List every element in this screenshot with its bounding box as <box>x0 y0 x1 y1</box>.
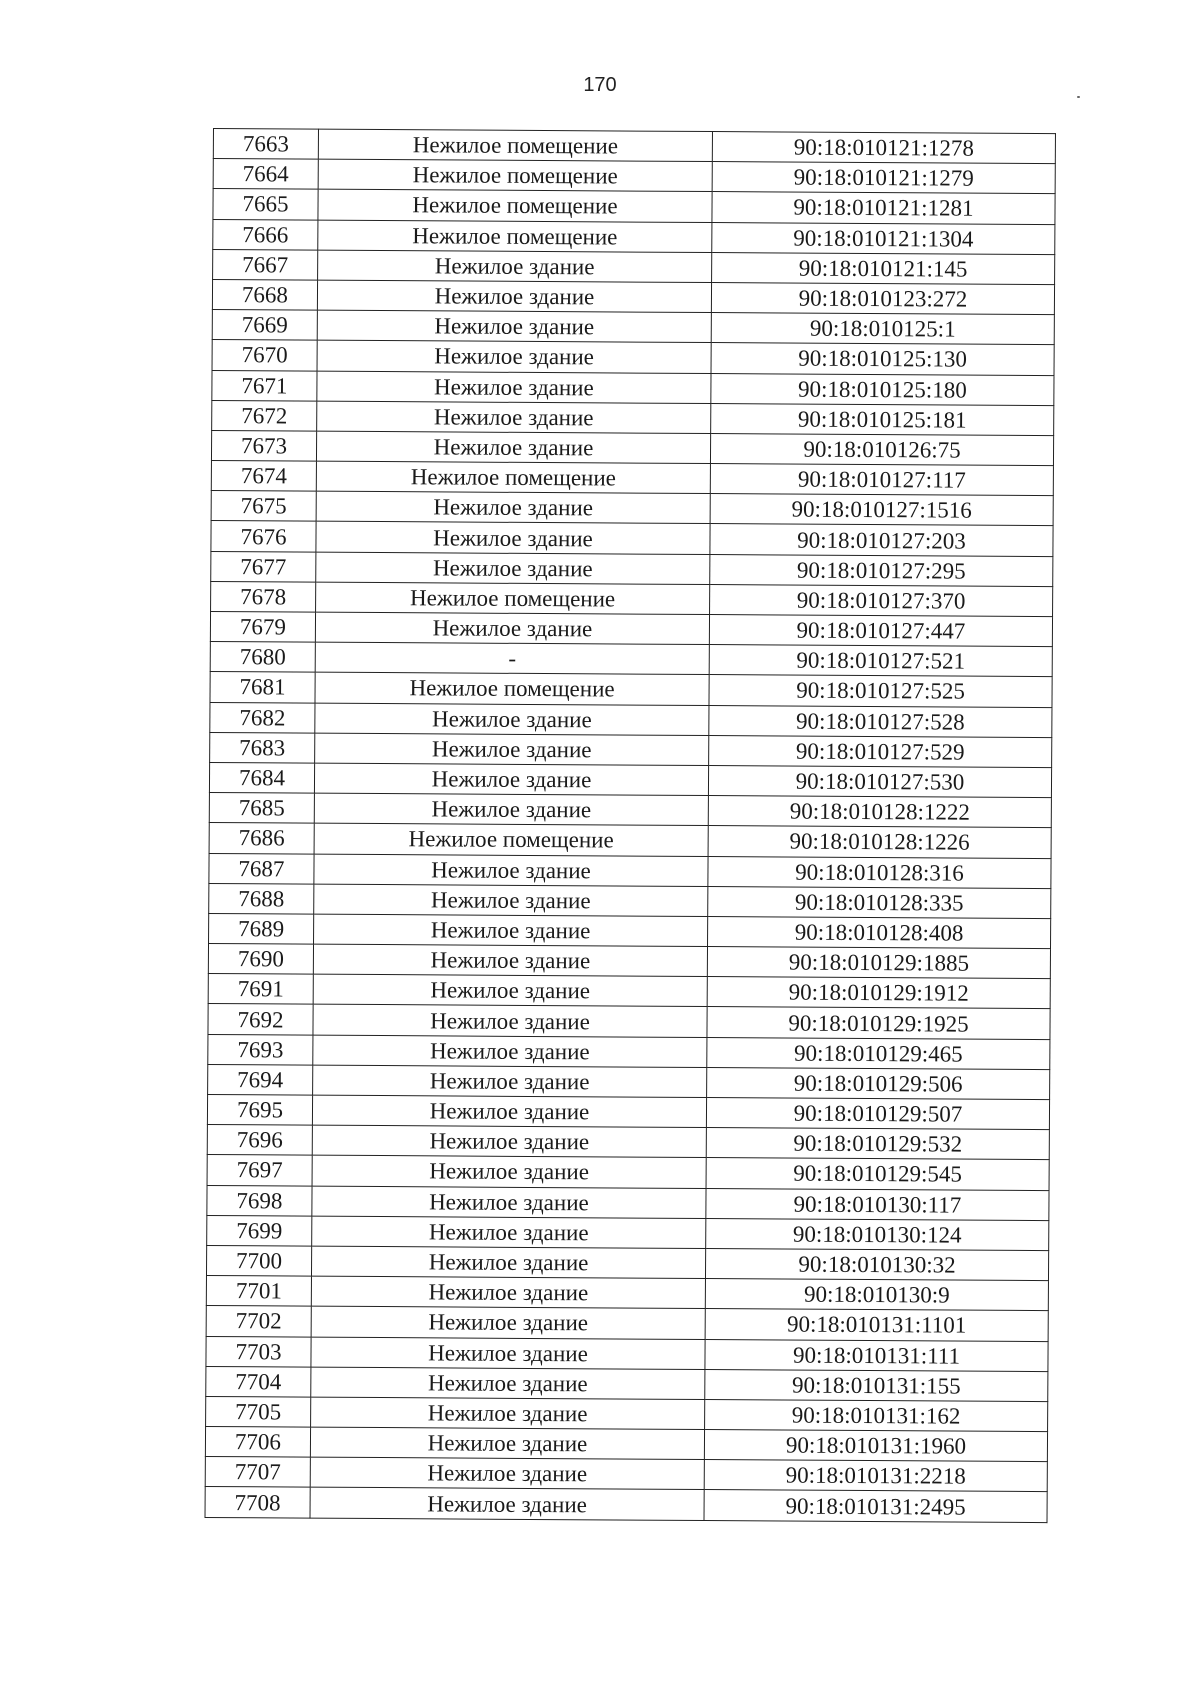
object-type-cell: Нежилое помещение <box>316 582 710 615</box>
cadastral-number-cell: 90:18:010131:1960 <box>704 1430 1047 1462</box>
row-number-cell: 7681 <box>210 672 315 703</box>
row-number-cell: 7674 <box>211 461 316 492</box>
object-type-cell: Нежилое помещение <box>318 129 712 162</box>
cadastral-number-cell: 90:18:010127:447 <box>709 615 1052 647</box>
row-number-cell: 7700 <box>206 1245 311 1276</box>
object-type-cell: Нежилое здание <box>315 612 709 645</box>
cadastral-number-cell: 90:18:010131:1101 <box>705 1309 1048 1341</box>
cadastral-number-cell: 90:18:010128:1222 <box>708 796 1051 828</box>
cadastral-number-cell: 90:18:010125:181 <box>711 403 1054 435</box>
row-number-cell: 7689 <box>209 913 314 944</box>
cadastral-number-cell: 90:18:010127:528 <box>709 705 1052 737</box>
scan-speck <box>1077 96 1080 98</box>
object-type-cell: Нежилое помещение <box>316 461 710 494</box>
cadastral-number-cell: 90:18:010127:530 <box>708 765 1051 797</box>
row-number-cell: 7669 <box>212 310 317 341</box>
object-type-cell: Нежилое здание <box>310 1488 704 1521</box>
row-number-cell: 7683 <box>210 732 315 763</box>
cadastral-number-cell: 90:18:010129:465 <box>707 1037 1050 1069</box>
object-type-cell: Нежилое здание <box>315 703 709 736</box>
cadastral-number-cell: 90:18:010127:117 <box>710 464 1053 496</box>
cadastral-number-cell: 90:18:010129:1925 <box>707 1007 1050 1039</box>
object-type-cell: Нежилое здание <box>314 793 708 826</box>
table-row <box>205 1487 1047 1522</box>
property-table <box>205 128 1056 1523</box>
cadastral-number-cell: 90:18:010121:145 <box>712 252 1055 284</box>
object-type-cell: Нежилое помещение <box>314 823 708 856</box>
object-type-cell: Нежилое здание <box>310 1427 704 1460</box>
object-type-cell: Нежилое здание <box>312 1216 706 1249</box>
object-type-cell: Нежилое здание <box>314 884 708 917</box>
cadastral-number-cell: 90:18:010125:180 <box>711 373 1054 405</box>
row-number-cell: 7698 <box>207 1185 312 1216</box>
row-number-cell: 7679 <box>210 611 315 642</box>
row-number-cell: 7707 <box>205 1457 310 1488</box>
object-type-cell: Нежилое здание <box>317 340 711 373</box>
object-type-cell: Нежилое здание <box>316 431 710 464</box>
row-number-cell: 7665 <box>213 189 318 220</box>
row-number-cell: 7675 <box>211 491 316 522</box>
object-type-cell: Нежилое здание <box>311 1337 705 1370</box>
object-type-cell: Нежилое помещение <box>318 159 712 192</box>
cadastral-number-cell: 90:18:010125:1 <box>711 313 1054 345</box>
row-number-cell: 7673 <box>211 430 316 461</box>
cadastral-number-cell: 90:18:010121:1279 <box>712 162 1055 194</box>
object-type-cell: Нежилое здание <box>314 854 708 887</box>
row-number-cell: 7691 <box>208 974 313 1005</box>
page-number: 170 <box>583 74 617 96</box>
cadastral-number-cell: 90:18:010129:506 <box>707 1067 1050 1099</box>
object-type-cell: Нежилое здание <box>315 733 709 766</box>
object-type-cell: Нежилое здание <box>312 1125 706 1158</box>
object-type-cell: Нежилое здание <box>316 552 710 585</box>
row-number-cell: 7688 <box>209 883 314 914</box>
cadastral-number-cell: 90:18:010127:1516 <box>710 494 1053 526</box>
row-number-cell: 7708 <box>205 1487 310 1518</box>
object-type-cell: Нежилое помещение <box>318 220 712 253</box>
row-number-cell: 7702 <box>206 1306 311 1337</box>
row-number-cell: 7705 <box>206 1396 311 1427</box>
row-number-cell: 7697 <box>207 1155 312 1186</box>
cadastral-number-cell: 90:18:010126:75 <box>710 433 1053 465</box>
row-number-cell: 7701 <box>206 1276 311 1307</box>
row-number-cell: 7695 <box>207 1094 312 1125</box>
row-number-cell: 7684 <box>209 762 314 793</box>
row-number-cell: 7676 <box>211 521 316 552</box>
object-type-cell: Нежилое здание <box>317 371 711 404</box>
cadastral-number-cell: 90:18:010131:162 <box>705 1399 1048 1431</box>
row-number-cell: 7664 <box>213 159 318 190</box>
object-type-cell: Нежилое здание <box>318 250 712 283</box>
object-type-cell: - <box>315 642 709 675</box>
row-number-cell: 7668 <box>212 279 317 310</box>
object-type-cell: Нежилое здание <box>313 974 707 1007</box>
row-number-cell: 7677 <box>211 551 316 582</box>
object-type-cell: Нежилое здание <box>312 1156 706 1189</box>
row-number-cell: 7663 <box>213 129 318 160</box>
object-type-cell: Нежилое здание <box>314 763 708 796</box>
cadastral-number-cell: 90:18:010131:155 <box>705 1369 1048 1401</box>
row-number-cell: 7704 <box>206 1366 311 1397</box>
object-type-cell: Нежилое здание <box>312 1186 706 1219</box>
cadastral-number-cell: 90:18:010125:130 <box>711 343 1054 375</box>
cadastral-number-cell: 90:18:010129:532 <box>706 1128 1049 1160</box>
cadastral-number-cell: 90:18:010128:408 <box>708 916 1051 948</box>
object-type-cell: Нежилое здание <box>311 1306 705 1339</box>
row-number-cell: 7671 <box>212 370 317 401</box>
cadastral-number-cell: 90:18:010121:1304 <box>712 222 1055 254</box>
cadastral-number-cell: 90:18:010121:1278 <box>712 132 1055 164</box>
object-type-cell: Нежилое помещение <box>315 673 709 706</box>
cadastral-number-cell: 90:18:010129:1912 <box>707 977 1050 1009</box>
cadastral-number-cell: 90:18:010130:124 <box>706 1218 1049 1250</box>
object-type-cell: Нежилое здание <box>313 1035 707 1068</box>
object-type-cell: Нежилое здание <box>317 310 711 343</box>
object-type-cell: Нежилое здание <box>311 1397 705 1430</box>
row-number-cell: 7692 <box>208 1004 313 1035</box>
row-number-cell: 7666 <box>213 219 318 250</box>
object-type-cell: Нежилое здание <box>316 491 710 524</box>
row-number-cell: 7667 <box>213 249 318 280</box>
row-number-cell: 7682 <box>210 702 315 733</box>
row-number-cell: 7696 <box>207 1125 312 1156</box>
cadastral-number-cell: 90:18:010131:2218 <box>704 1460 1047 1492</box>
object-type-cell: Нежилое здание <box>317 280 711 313</box>
row-number-cell: 7678 <box>211 581 316 612</box>
row-number-cell: 7686 <box>209 823 314 854</box>
object-type-cell: Нежилое здание <box>310 1457 704 1490</box>
row-number-cell: 7690 <box>208 944 313 975</box>
row-number-cell: 7699 <box>207 1215 312 1246</box>
object-type-cell: Нежилое помещение <box>318 190 712 223</box>
cadastral-number-cell: 90:18:010129:545 <box>706 1158 1049 1190</box>
object-type-cell: Нежилое здание <box>311 1276 705 1309</box>
row-number-cell: 7685 <box>209 793 314 824</box>
cadastral-number-cell: 90:18:010129:1885 <box>707 947 1050 979</box>
object-type-cell: Нежилое здание <box>312 1095 706 1128</box>
cadastral-number-cell: 90:18:010130:117 <box>706 1188 1049 1220</box>
cadastral-number-cell: 90:18:010128:1226 <box>708 826 1051 858</box>
cadastral-number-cell: 90:18:010131:111 <box>705 1339 1048 1371</box>
row-number-cell: 7687 <box>209 853 314 884</box>
object-type-cell: Нежилое здание <box>313 1005 707 1038</box>
row-number-cell: 7706 <box>205 1427 310 1458</box>
row-number-cell: 7670 <box>212 340 317 371</box>
object-type-cell: Нежилое здание <box>313 1065 707 1098</box>
object-type-cell: Нежилое здание <box>311 1246 705 1279</box>
cadastral-number-cell: 90:18:010127:370 <box>710 584 1053 616</box>
object-type-cell: Нежилое здание <box>317 401 711 434</box>
cadastral-number-cell: 90:18:010127:295 <box>710 554 1053 586</box>
cadastral-number-cell: 90:18:010127:529 <box>709 735 1052 767</box>
row-number-cell: 7672 <box>212 400 317 431</box>
cadastral-number-cell: 90:18:010128:335 <box>708 886 1051 918</box>
object-type-cell: Нежилое здание <box>316 522 710 555</box>
object-type-cell: Нежилое здание <box>314 914 708 947</box>
cadastral-number-cell: 90:18:010127:521 <box>709 645 1052 677</box>
cadastral-number-cell: 90:18:010129:507 <box>706 1098 1049 1130</box>
cadastral-number-cell: 90:18:010131:2495 <box>704 1490 1047 1522</box>
cadastral-number-cell: 90:18:010127:203 <box>710 524 1053 556</box>
cadastral-number-cell: 90:18:010121:1281 <box>712 192 1055 224</box>
row-number-cell: 7680 <box>210 642 315 673</box>
object-type-cell: Нежилое здание <box>311 1367 705 1400</box>
row-number-cell: 7693 <box>208 1034 313 1065</box>
cadastral-number-cell: 90:18:010130:9 <box>705 1279 1048 1311</box>
row-number-cell: 7694 <box>208 1064 313 1095</box>
row-number-cell: 7703 <box>206 1336 311 1367</box>
property-table-body <box>205 129 1055 1523</box>
cadastral-number-cell: 90:18:010128:316 <box>708 856 1051 888</box>
cadastral-number-cell: 90:18:010130:32 <box>705 1248 1048 1280</box>
cadastral-number-cell: 90:18:010123:272 <box>711 282 1054 314</box>
cadastral-number-cell: 90:18:010127:525 <box>709 675 1052 707</box>
object-type-cell: Нежилое здание <box>313 944 707 977</box>
